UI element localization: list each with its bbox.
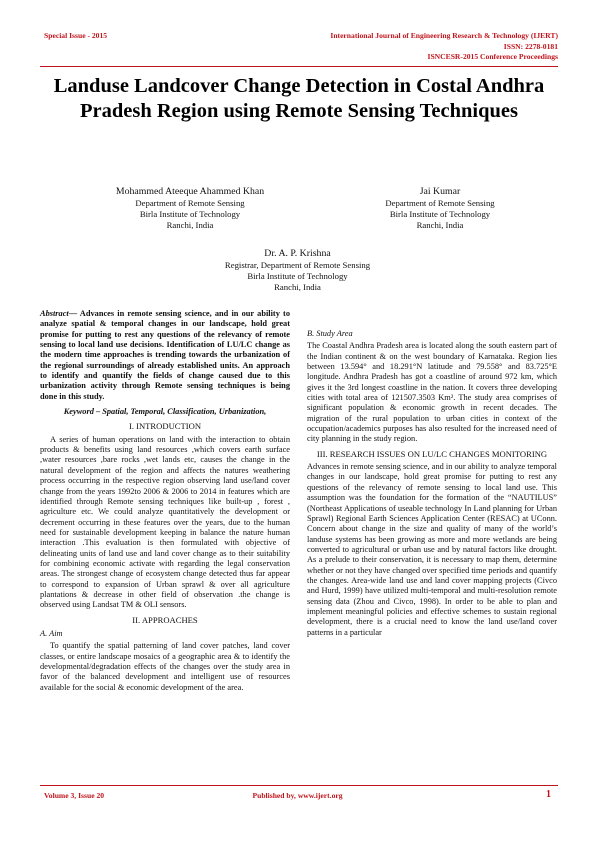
page-number: 1 [546,789,551,800]
volume-issue: Volume 3, Issue 20 [44,791,105,800]
research-paragraph: Advances in remote sensing science, and in our ability to analyze temporal changes in our landscape, hold great promise for putting to rest any questions of the relevancy of remote sensing to local land use. This assumption was the foundation for the formation of the “NAUTILUS” (Northeast Applications of useable technology In Land planning for Urban Sprawl) Regional Earth Sciences Application Center (RESAC) at UConn. Concern about change in the size and quality of many of the world’s landuse systems has been growing as more and more wetlands are being converted to agricultural or urban use and by natural factors like drought. As a prelude to their conservation, it is necessary to map them, determine whether or not they have changed over specified time periods and quantify the changes. Area-wide land use and land cover mapping projects (Civco and Hurd, 1999) have utilized multi-temporal and multi-resolution remote sensing data (Zhou and Civco, 1998). In order to be able to plan and implement meaningful policies and effective schemes to sustain regional development, there is a crucial need to know the land use/land cover patterns in a particular [307,462,557,637]
author-affiliation: Registrar, Department of Remote Sensing [224,260,371,270]
author-institution: Birla Institute of Technology [247,271,348,281]
conference-name: ISNCESR-2015 Conference Proceedings [427,52,558,62]
author-name: Mohammed Ateeque Ahammed Khan [115,186,265,197]
author-location: Ranchi, India [416,220,464,230]
section-heading-introduction: I. INTRODUCTION [128,421,202,432]
special-issue-label: Special Issue - 2015 [44,31,108,40]
journal-header [330,31,558,63]
left-column [40,309,290,693]
publisher-link[interactable]: Published by, www.ijert.org [252,791,343,800]
author-location: Ranchi, India [166,220,214,230]
section-heading-research-issues: III. RESEARCH ISSUES ON LU/LC CHANGES MONITORING [316,448,548,459]
section-heading-approaches: II. APPROACHES [132,614,198,625]
right-column [307,309,557,638]
abstract-text: — Advances in remote sensing science, and in our ability to analyze spatial & temporal changes in our landscape, hold great promise for putting to rest any questions of the relevancy of remote sensing to local land use decisions. Identification of LU/LC change as the modern time approaches is trending towards the urbanization of the regional surroundings of already established units. An approach to identify and quantify the fields of change caused due to this urbanization activity through Remote sensing techniques is being done in this study. [40,309,290,401]
footer-rule [40,785,558,786]
journal-name: International Journal of Engineering Research & Technology (IJERT) [330,31,558,40]
header-rule [40,66,558,67]
author-name: Jai Kumar [419,186,461,197]
introduction-paragraph: A series of human operations on land with the interaction to obtain products & benefits using land resources ,which covers earth surface ,water resources ,bare rocks ,wet lands etc, causes the change in the natural development of the region and affects the natures weathering process occurring in the respective region observing land use/land cover change from the years 1992to 2006 & 2006 to 2014 in features which are identified through Remote sensing techniques like built-up , forest , agriculture etc. We could analyze quantitatively the development or decrement occurring in these features over the years, due to the human need for sustainable development keeping in balance the nature human interaction .This evaluation is then formulated with objective of delineating units of land use and land cover change as to their suitability for combining economic activate with regarding the legal conservation areas. The strongest change of ecosystem change detected thus far appear to correspond to expansion of Urban sprawl & over all agriculture plantations & decrease in other field of observation .the change is observed using Landsat TM & OLI sensors. [40,434,290,610]
subsection-heading-study-area: B. Study Area [307,329,353,338]
author-affiliation: Department of Remote Sensing [135,198,245,208]
author-block [180,248,415,293]
author-institution: Birla Institute of Technology [139,209,241,219]
subsection-heading-aim: A. Aim [40,628,63,638]
author-location: Ranchi, India [274,282,321,292]
aim-paragraph: To quantify the spatial patterning of land cover patches, land cover classes, or entire landscape mosaics of a geographic area & to identify the developmental/degradation effects of the changes over the study area in favor of the balanced development and intelligent use of resources available for the social & economic development of the area. [40,641,290,692]
abstract-label: Abstract [40,309,69,318]
keywords: Keyword – Spatial, Temporal, Classification, Urbanization, [63,407,267,417]
author-block [70,186,310,231]
author-affiliation: Department of Remote Sensing [385,198,495,208]
issn: ISSN: 2278-0181 [503,41,558,51]
author-block [340,186,540,231]
author-name: Dr. A. P. Krishna [264,248,331,259]
author-institution: Birla Institute of Technology [389,209,491,219]
study-area-paragraph: The Coastal Andhra Pradesh area is located along the south eastern part of the Indian continent & on the west boundary of Karnataka. Region lies between 13.594° and 18.291°N latitude and 79.558° and 83.725°E longitude. Andhra Pradesh has got a coastline of around 972 km, which gives it the 3rd longest coastline in the nation. It covers three developing cities with total area of 121507.3503 Km². The study area comprises of significant population & economic growth in recent decades. The migration of the rural population to urban cities in context of the occupation/academics purposes has also resulted for the increased need of city planning in the study region. [307,341,557,444]
paper-title: Landuse Landcover Change Detection in Costal Andhra Pradesh Region using Remote Sensing Techniques [53,75,545,122]
abstract [40,309,290,402]
